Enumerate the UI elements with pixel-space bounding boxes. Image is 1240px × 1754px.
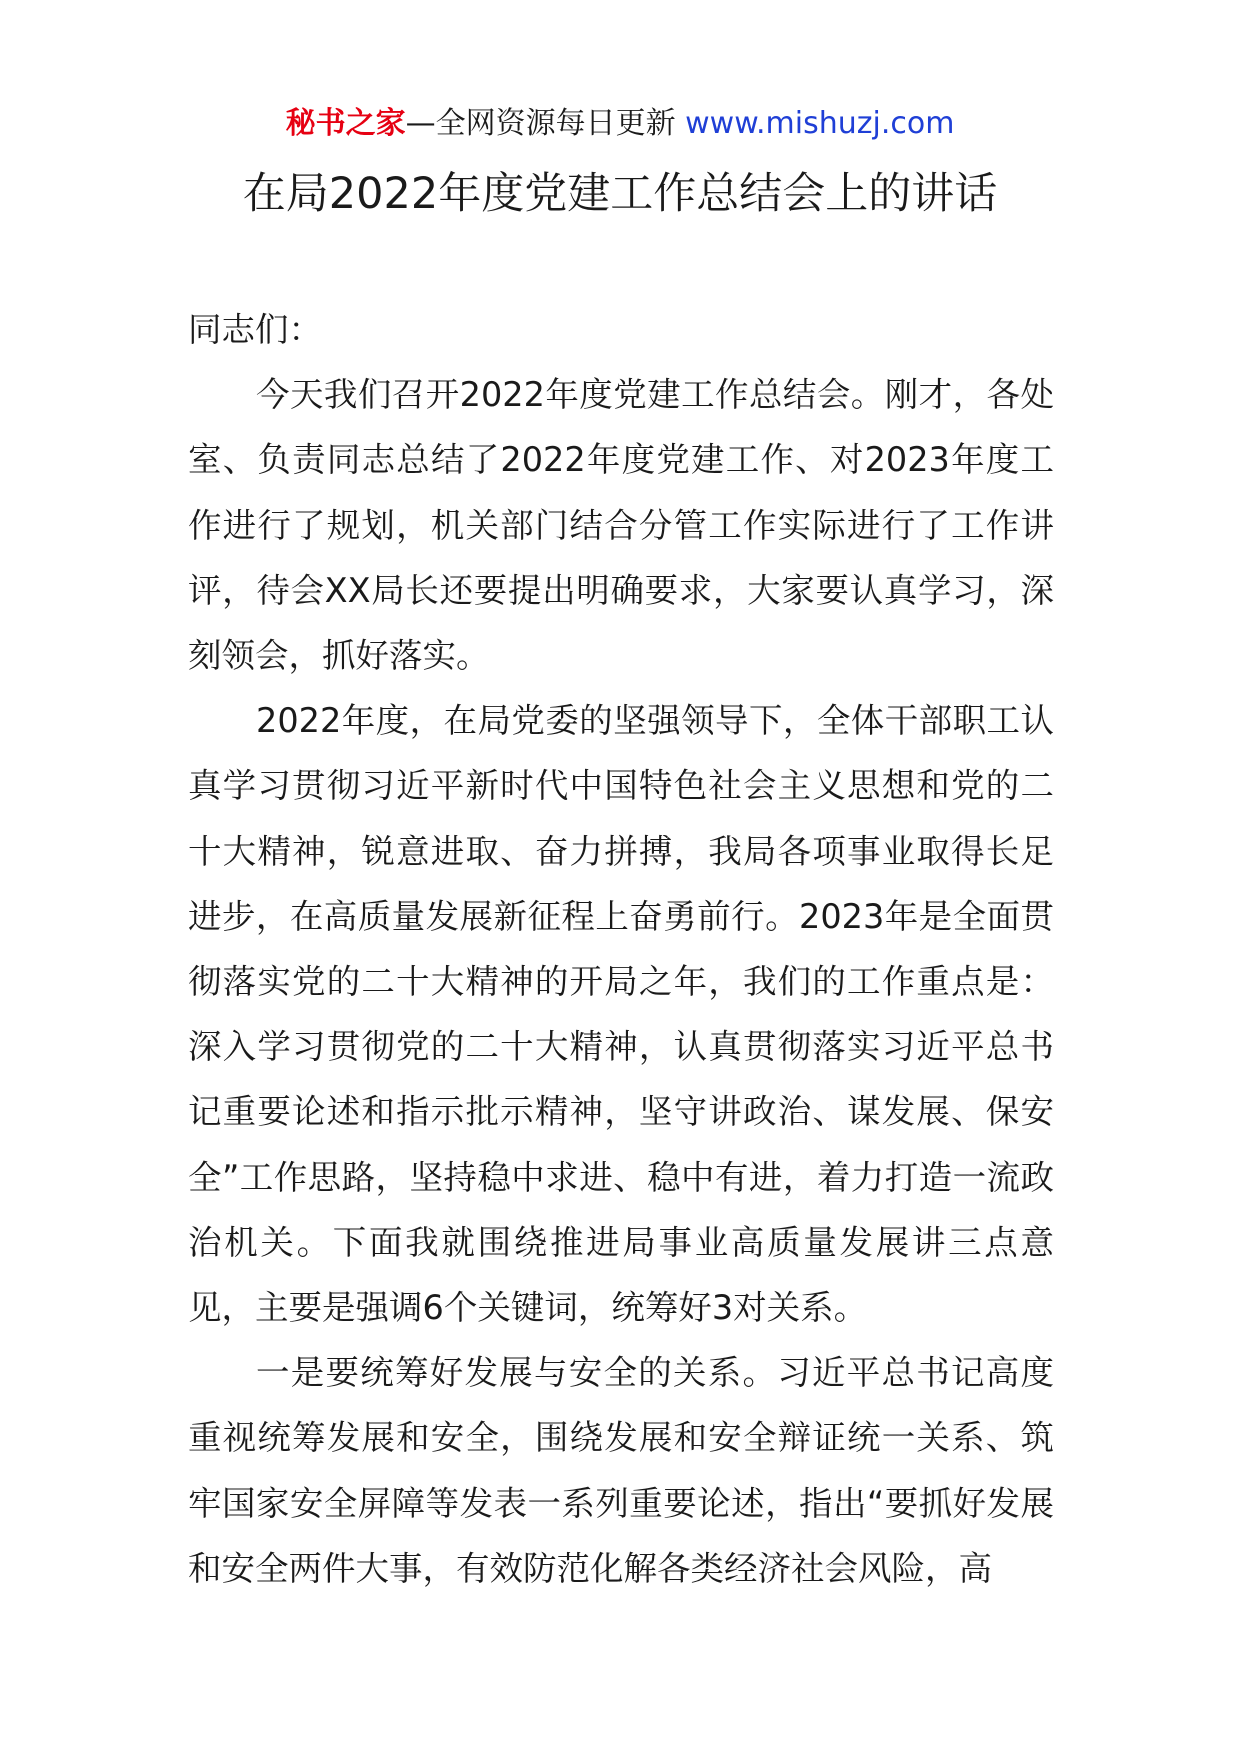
document-body <box>188 297 1054 1601</box>
paragraph-1: 今天我们召开2022年度党建工作总结会。刚才，各处室、负责同志总结了2022年度党建工作、对2023年度工作进行了规划，机关部门结合分管工作实际进行了工作讲评，待会XX局长还要提出明确要求，大家要认真学习，深刻领会，抓好落实。 <box>188 375 1054 676</box>
site-header <box>0 104 1240 144</box>
site-url-link[interactable]: www.mishuzj.com <box>685 106 955 141</box>
brand-name: 秘书之家 <box>285 106 406 141</box>
paragraph-3: 一是要统筹好发展与安全的关系。习近平总书记高度重视统筹发展和安全，围绕发展和安全辩证统一关系、筑牢国家安全屏障等发表一系列重要论述，指出“要抓好发展和安全两件大事，有效防范化解各类经济社会风险，高 <box>188 1353 1054 1588</box>
paragraph-2: 2022年度，在局党委的坚强领导下，全体干部职工认真学习贯彻习近平新时代中国特色社会主义思想和党的二十大精神，锐意进取、奋力拼搏，我局各项事业取得长足进步，在高质量发展新征程上奋勇前行。2023年是全面贯彻落实党的二十大精神的开局之年，我们的工作重点是：深入学习贯彻党的二十大精神，认真贯彻落实习近平总书记重要论述和指示批示精神，坚守讲政治、谋发展、保安全”工作思路，坚持稳中求进、稳中有进，着力打造一流政治机关。下面我就围绕推进局事业高质量发展讲三点意见，主要是强调6个关键词，统筹好3对关系。 <box>188 701 1054 1328</box>
document-title: 在局2022年度党建工作总结会上的讲话 <box>242 169 998 219</box>
salutation: 同志们： <box>188 310 322 349</box>
header-tagline: —全网资源每日更新 <box>405 106 686 141</box>
